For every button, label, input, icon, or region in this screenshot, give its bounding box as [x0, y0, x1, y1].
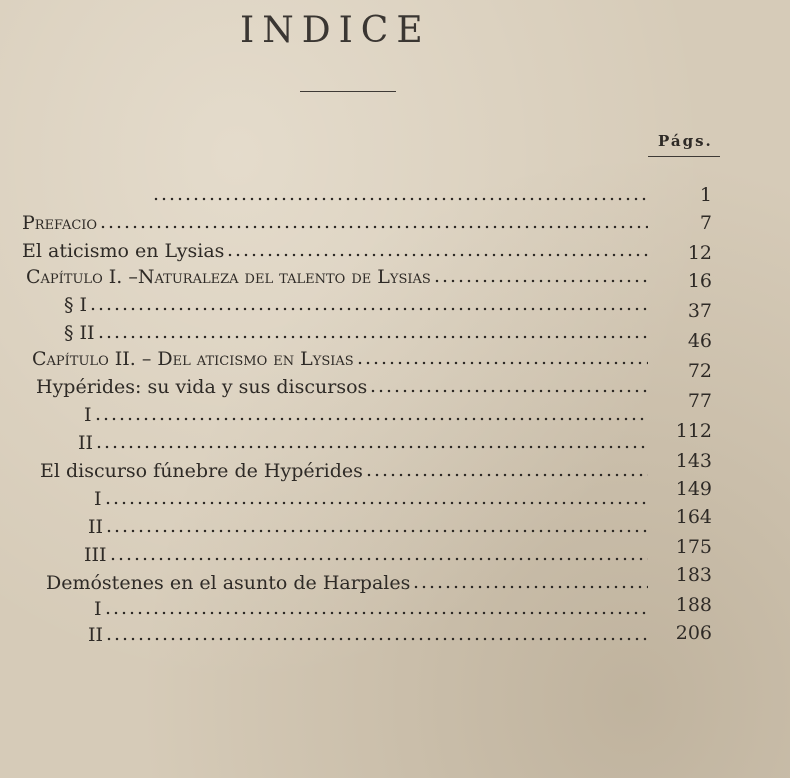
page-number: 46 — [687, 330, 712, 352]
toc-entry-hyperides-1 — [84, 400, 652, 426]
leader-dots — [94, 416, 648, 422]
leader-dots — [105, 528, 648, 534]
toc-entry-label: El aticismo en Lysias — [22, 240, 225, 262]
toc-entry-label: I — [84, 404, 92, 426]
leader-dots — [99, 224, 648, 230]
toc-entry-label: El discurso fúnebre de Hypérides — [40, 460, 363, 482]
leader-dots — [109, 556, 648, 562]
page-number: 206 — [675, 622, 712, 644]
toc-entry-label: Hypérides: su vida y sus discursos — [36, 376, 368, 398]
leader-dots — [152, 196, 646, 202]
toc-entry-prefacio — [22, 208, 652, 234]
toc-entry-label: II — [78, 432, 94, 454]
page-number: 175 — [675, 536, 712, 558]
toc-entry-demostenes — [46, 568, 652, 594]
toc-entry-discurso-funebre — [40, 456, 652, 482]
toc-entry-label: Capítulo II. – Del aticismo en Lysias — [32, 348, 354, 370]
leader-dots — [95, 444, 648, 450]
page-number: 164 — [675, 506, 712, 528]
toc-entry-aticismo — [22, 236, 652, 262]
leader-dots — [104, 610, 648, 616]
leader-dots — [365, 472, 648, 478]
toc-entry-demostenes-1 — [94, 594, 652, 620]
leader-dots — [105, 636, 648, 642]
page-number: 37 — [687, 300, 712, 322]
page-number: 149 — [675, 478, 712, 500]
toc-entry-label: II — [88, 624, 104, 646]
toc-entry-label: II — [88, 516, 104, 538]
page-number: 7 — [699, 212, 712, 234]
toc-entry-section-2 — [64, 318, 652, 344]
toc-entry-label: Capítulo I. –Naturaleza del talento de Lysias — [26, 266, 431, 288]
page-number: 16 — [687, 270, 712, 292]
toc-entry-dots-1 — [150, 180, 650, 206]
leader-dots — [104, 500, 648, 506]
leader-dots — [97, 334, 648, 340]
leader-dots — [433, 278, 648, 284]
toc-entry-funebre-3 — [84, 540, 652, 566]
toc-entry-label: § II — [64, 322, 95, 344]
page-number: 1 — [699, 184, 712, 206]
page-number: 183 — [675, 564, 712, 586]
page-number: 188 — [675, 594, 712, 616]
toc-entry-hyperides — [36, 372, 652, 398]
page-number: 112 — [675, 420, 712, 442]
toc-entry-demostenes-2 — [88, 620, 652, 646]
toc-entry-label: I — [94, 598, 102, 620]
page-number: 12 — [687, 242, 712, 264]
toc-entry-funebre-2 — [88, 512, 652, 538]
page-number: 143 — [675, 450, 712, 472]
toc-entry-label: Demóstenes en el asunto de Harpales — [46, 572, 411, 594]
toc-entry-label: § I — [64, 294, 88, 316]
toc-entry-label: III — [84, 544, 107, 566]
toc-entry-funebre-1 — [94, 484, 652, 510]
page-title: INDICE — [240, 10, 431, 51]
leader-dots — [89, 306, 648, 312]
toc-entry-capitulo-2 — [32, 344, 652, 370]
toc-entry-label: I — [94, 488, 102, 510]
page-number: 77 — [687, 390, 712, 412]
toc-entry-section-1 — [64, 290, 652, 316]
pages-header-rule — [648, 156, 720, 157]
title-rule — [300, 91, 396, 92]
toc-entry-hyperides-2 — [78, 428, 652, 454]
leader-dots — [226, 252, 648, 258]
page-number: 72 — [687, 360, 712, 382]
pages-column-header: Págs. — [658, 132, 713, 150]
toc-entry-capitulo-1 — [26, 262, 652, 288]
toc-entry-label: Prefacio — [22, 212, 98, 234]
leader-dots — [356, 360, 648, 366]
leader-dots — [412, 584, 648, 590]
leader-dots — [369, 388, 648, 394]
